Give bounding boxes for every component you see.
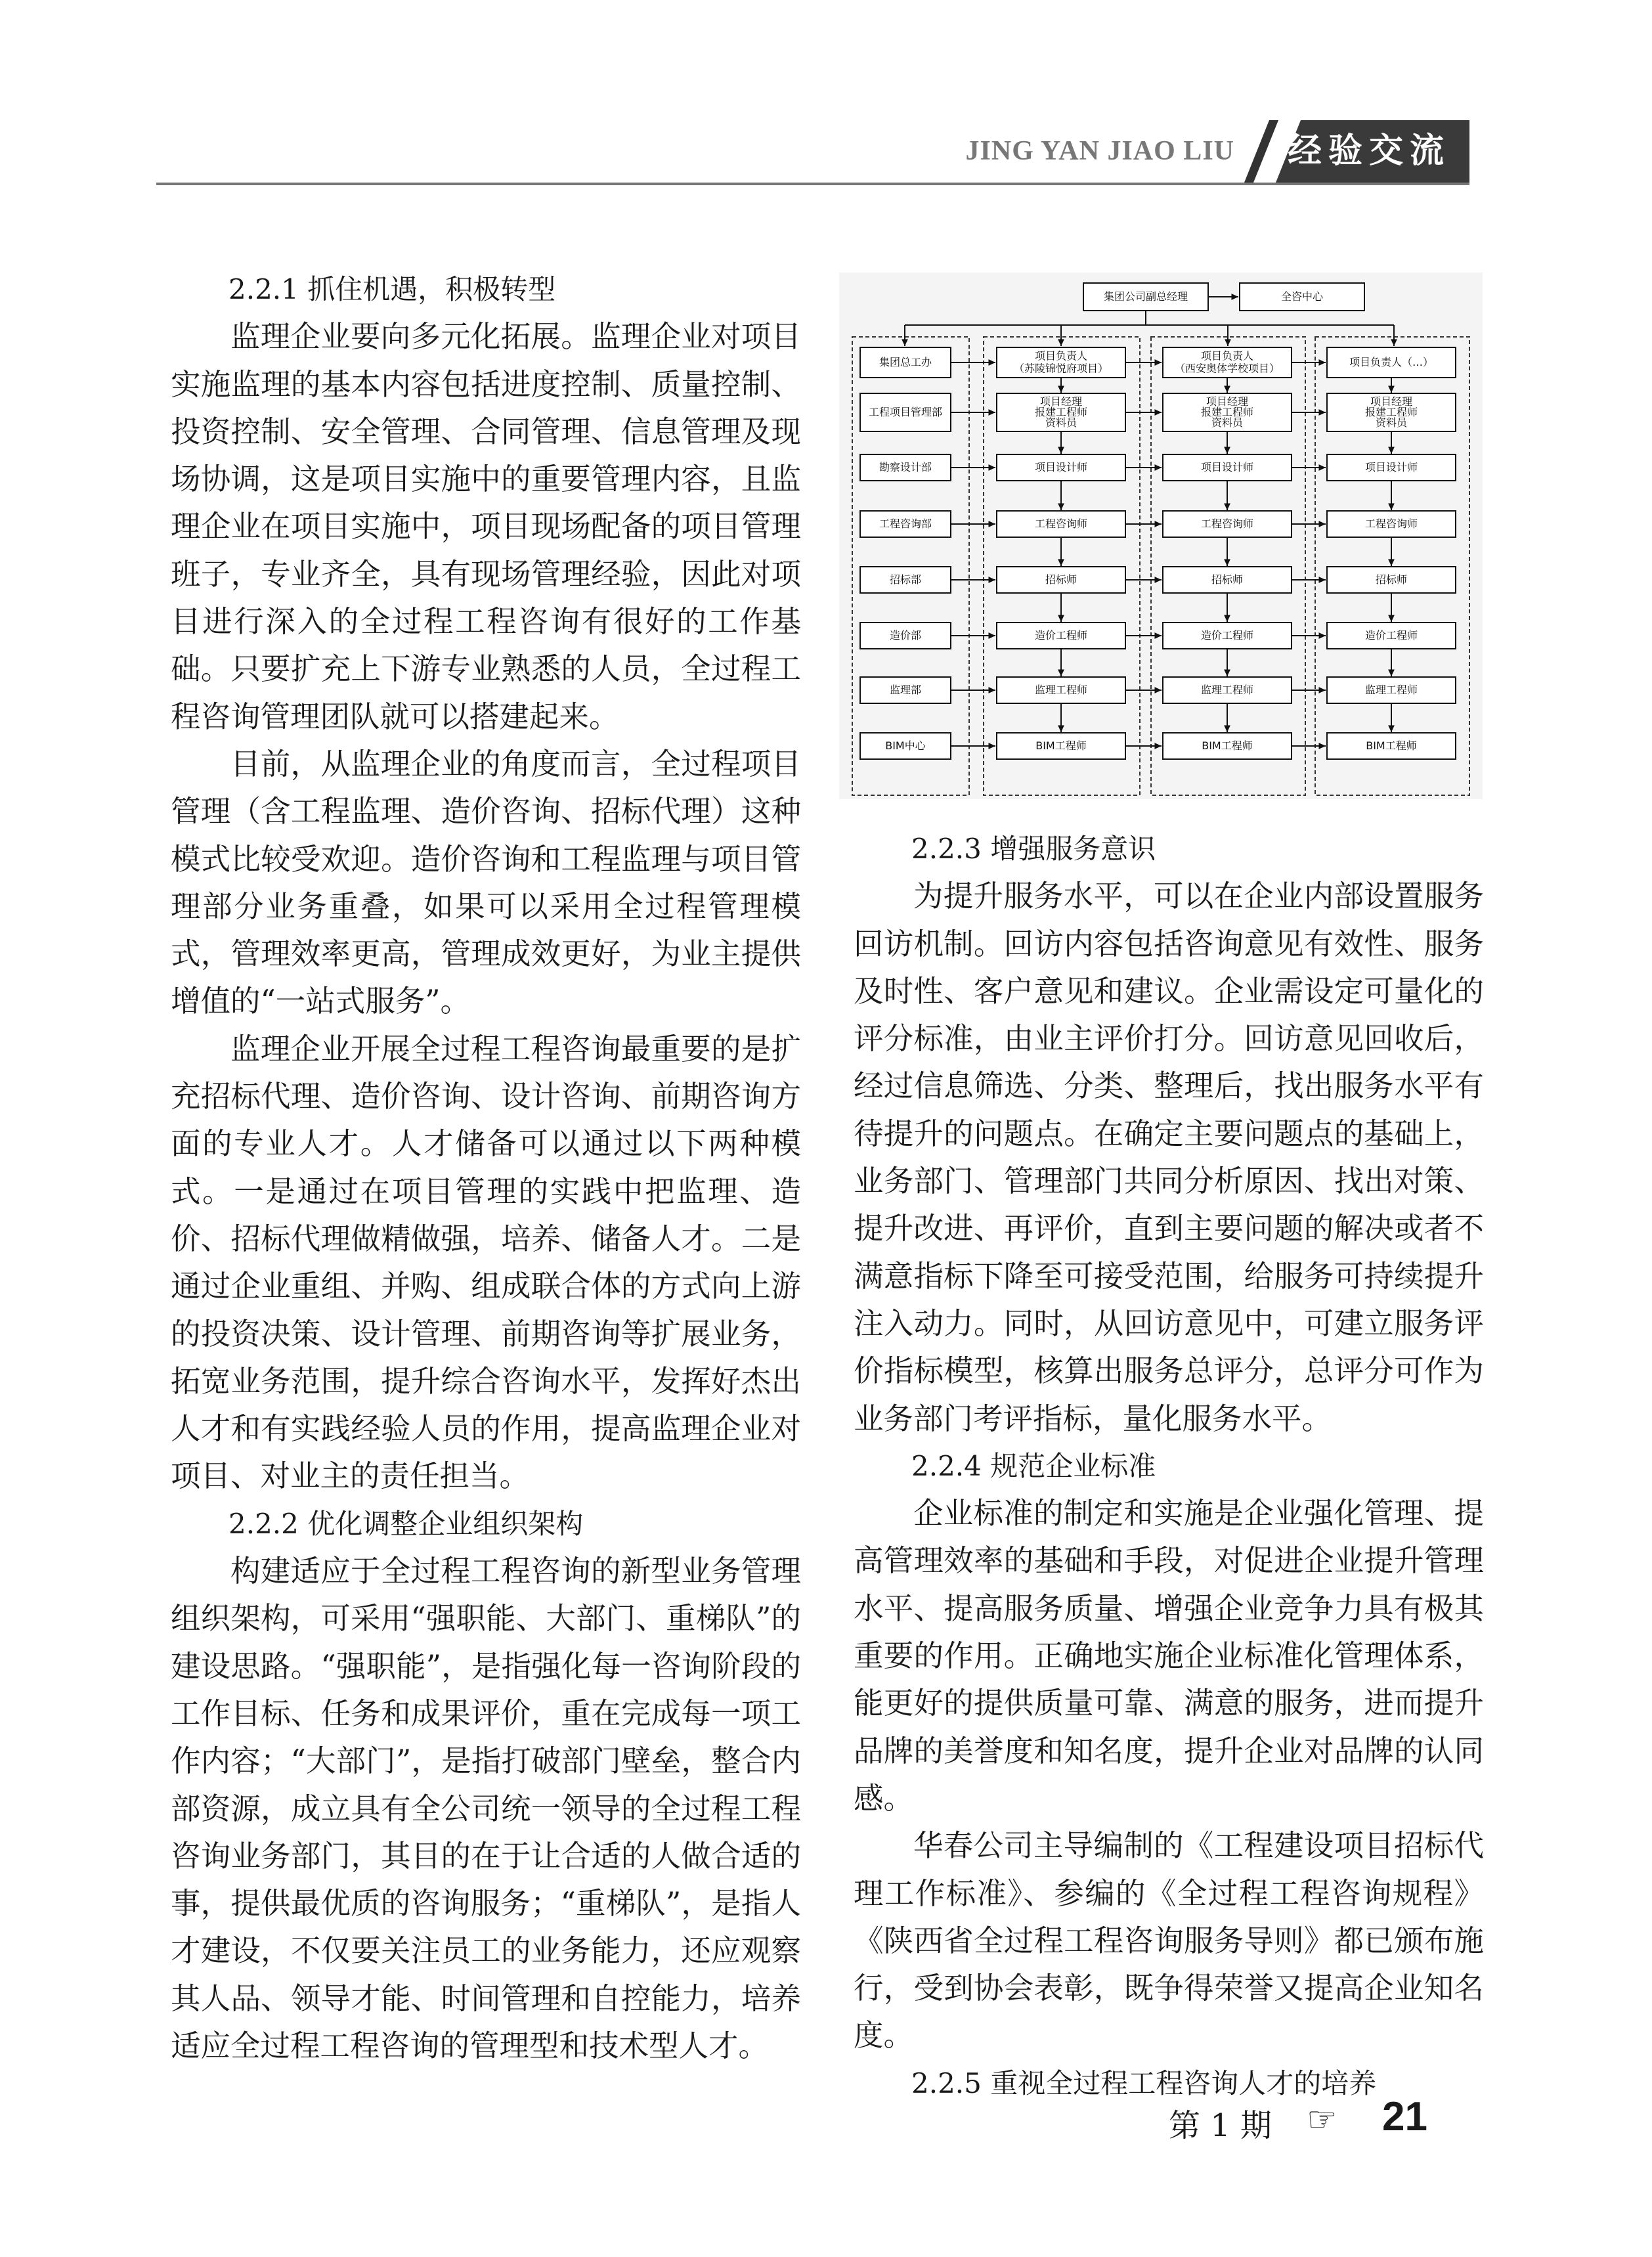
project-manager-box-text: 项目经理 [1039, 395, 1083, 408]
header-pinyin: JING YAN JIAO LIU [965, 136, 1234, 166]
project-role-box-text: BIM工程师 [1366, 739, 1417, 752]
project-role-box-text: 监理工程师 [1034, 684, 1088, 696]
page-number: 21 [1382, 2094, 1427, 2139]
project-head-box-text: 项目负责人（…） [1349, 356, 1434, 368]
heading-2-2-4: 2.2.4 规范企业标准 [911, 1449, 1156, 1482]
org-chart-figure [839, 273, 1483, 799]
page-footer [1142, 2093, 1471, 2146]
project-manager-box-text: 报建工程师 [1034, 406, 1088, 418]
project-role-box-text: BIM工程师 [1035, 739, 1087, 752]
issue-label: 第 1 期 [1169, 2107, 1272, 2144]
paragraph: 为提升服务水平，可以在企业内部设置服务回访机制。回访内容包括咨询意见有效性、服务及时性、客户意见和建议。企业需设定可量化的评分标准，由业主评价打分。回访意见回收后，经过信息筛选、分类、整理后，找出服务水平有待提升的问题点。在确定主要问题点的基础上，业务部门、管理部门共同分析原因、找出对策、提升改进、再评价，直到主要问题的解决或者不满意指标下降至可接受范围，给服务可持续提升注入动力。同时，从回访意见中，可建立服务评价指标模型，核算出服务总评分，总评分可作为业务部门考评指标，量化服务水平。 [854, 879, 1484, 1436]
project-role-box-text: 工程咨询师 [1034, 517, 1088, 530]
department-box-text: 招标部 [889, 573, 922, 586]
project-head-box-text: 项目负责人 [1034, 349, 1088, 362]
department-box-text: 勘察设计部 [879, 461, 932, 473]
left-column [171, 266, 801, 2070]
project-role-box-text: 项目设计师 [1034, 461, 1088, 473]
right-column [854, 825, 1484, 2107]
project-role-box-text: 监理工程师 [1364, 684, 1418, 696]
paragraph: 构建适应于全过程工程咨询的新型业务管理组织架构，可采用“强职能、大部门、重梯队”的建设思路。“强职能”，是指强化每一咨询阶段的工作目标、任务和成果评价，重在完成每一项工作内容；“大部门”，是指打破部门壁垒，整合内部资源，成立具有全公司统一领导的全过程工程咨询业务部门，其目的在于让合适的人做合适的事，提供最优质的咨询服务；“重梯队”，是指人才建设，不仅要关注员工的业务能力，还应观察其人品、领导才能、时间管理和自控能力，培养适应全过程工程咨询的管理型和技术型人才。 [171, 1554, 801, 2063]
project-manager-box-text: 报建工程师 [1364, 406, 1418, 418]
heading-2-2-2: 2.2.2 优化调整企业组织架构 [228, 1507, 584, 1540]
pointing-hand-icon: ☞ [1307, 2100, 1337, 2139]
project-role-box-text: 工程咨询师 [1364, 517, 1418, 530]
project-head-box-text: 项目负责人 [1200, 349, 1254, 362]
project-role-box-text: 招标师 [1045, 573, 1077, 586]
paragraph: 企业标准的制定和实施是企业强化管理、提高管理效率的基础和手段，对促进企业提升管理水平、提高服务质量、增强企业竞争力具有极其重要的作用。正确地实施企业标准化管理体系，能更好的提供质量可靠、满意的服务，进而提升品牌的美誉度和知名度，提升企业对品牌的认同感。 [854, 1496, 1484, 1816]
vp-box-text: 集团公司副总经理 [1103, 290, 1188, 303]
project-manager-box-text: 项目经理 [1206, 395, 1249, 408]
paragraph: 监理企业开展全过程工程咨询最重要的是扩充招标代理、造价咨询、设计咨询、前期咨询方面的专业人才。人才储备可以通过以下两种模式。一是通过在项目管理的实践中把监理、造价、招标代理做精做强，培养、储备人才。二是通过企业重组、并购、组成联合体的方式向上游的投资决策、设计管理、前期咨询等扩展业务，拓宽业务范围，提升综合咨询水平，发挥好杰出人才和有实践经验人员的作用，提高监理企业对项目、对业主的责任担当。 [171, 1031, 801, 1494]
department-box-text: 工程咨询部 [879, 517, 932, 530]
paragraph: 监理企业要向多元化拓展。监理企业对项目实施监理的基本内容包括进度控制、质量控制、投资控制、安全管理、合同管理、信息管理及现场协调，这是项目实施中的重要管理内容，且监理企业在项目实施中，项目现场配备的项目管理班子，专业齐全，具有现场管理经验，因此对项目进行深入的全过程工程咨询有很好的工作基础。只要扩充上下游专业熟悉的人员，全过程工程咨询管理团队就可以搭建起来。 [171, 319, 801, 734]
header-rule [156, 183, 1469, 185]
heading-2-2-1: 2.2.1 抓住机遇，积极转型 [228, 273, 556, 305]
department-box-text: BIM中心 [885, 739, 926, 752]
department-box-text: 造价部 [889, 629, 922, 642]
project-role-box-text: BIM工程师 [1202, 739, 1253, 752]
paragraph: 目前，从监理企业的角度而言，全过程项目管理（含工程监理、造价咨询、招标代理）这种模式比较受欢迎。造价咨询和工程监理与项目管理部分业务重叠，如果可以采用全过程管理模式，管理效率更高，管理成效更好，为业主提供增值的“一站式服务”。 [171, 746, 801, 1019]
department-box-text: 监理部 [889, 684, 922, 696]
project-manager-box-text: 资料员 [1375, 416, 1408, 429]
header-section: 经验交流 [1287, 131, 1450, 171]
project-role-box-text: 造价工程师 [1200, 629, 1254, 642]
paragraph: 华春公司主导编制的《工程建设项目招标代理工作标准》、参编的《全过程工程咨询规程》《陕西省全过程工程咨询服务导则》都已颁布施行，受到协会表彰，既争得荣誉又提高企业知名度。 [854, 1828, 1484, 2053]
project-manager-box-text: 报建工程师 [1200, 406, 1254, 418]
heading-2-2-5: 2.2.5 重视全过程工程咨询人才的培养 [911, 2067, 1377, 2099]
center-box-text: 全咨中心 [1280, 290, 1324, 303]
project-role-box-text: 工程咨询师 [1200, 517, 1254, 530]
project-role-box-text: 造价工程师 [1034, 629, 1088, 642]
project-manager-box-text: 项目经理 [1370, 395, 1413, 408]
project-role-box-text: 造价工程师 [1364, 629, 1418, 642]
project-manager-box-text: 资料员 [1045, 416, 1077, 429]
project-head-box-text: （苏陵锦悦府项目） [1013, 362, 1109, 375]
heading-2-2-3: 2.2.3 增强服务意识 [911, 833, 1156, 865]
project-manager-box-text: 资料员 [1211, 416, 1244, 429]
department-box-text: 工程项目管理部 [868, 406, 943, 418]
org-chart [839, 273, 1483, 799]
project-role-box-text: 监理工程师 [1200, 684, 1254, 696]
project-role-box-text: 项目设计师 [1200, 461, 1254, 473]
project-role-box-text: 招标师 [1375, 573, 1408, 586]
department-box-text: 集团总工办 [879, 356, 932, 368]
project-head-box-text: （西安奥体学校项目） [1174, 362, 1280, 375]
project-role-box-text: 招标师 [1211, 573, 1244, 586]
project-role-box-text: 项目设计师 [1364, 461, 1418, 473]
